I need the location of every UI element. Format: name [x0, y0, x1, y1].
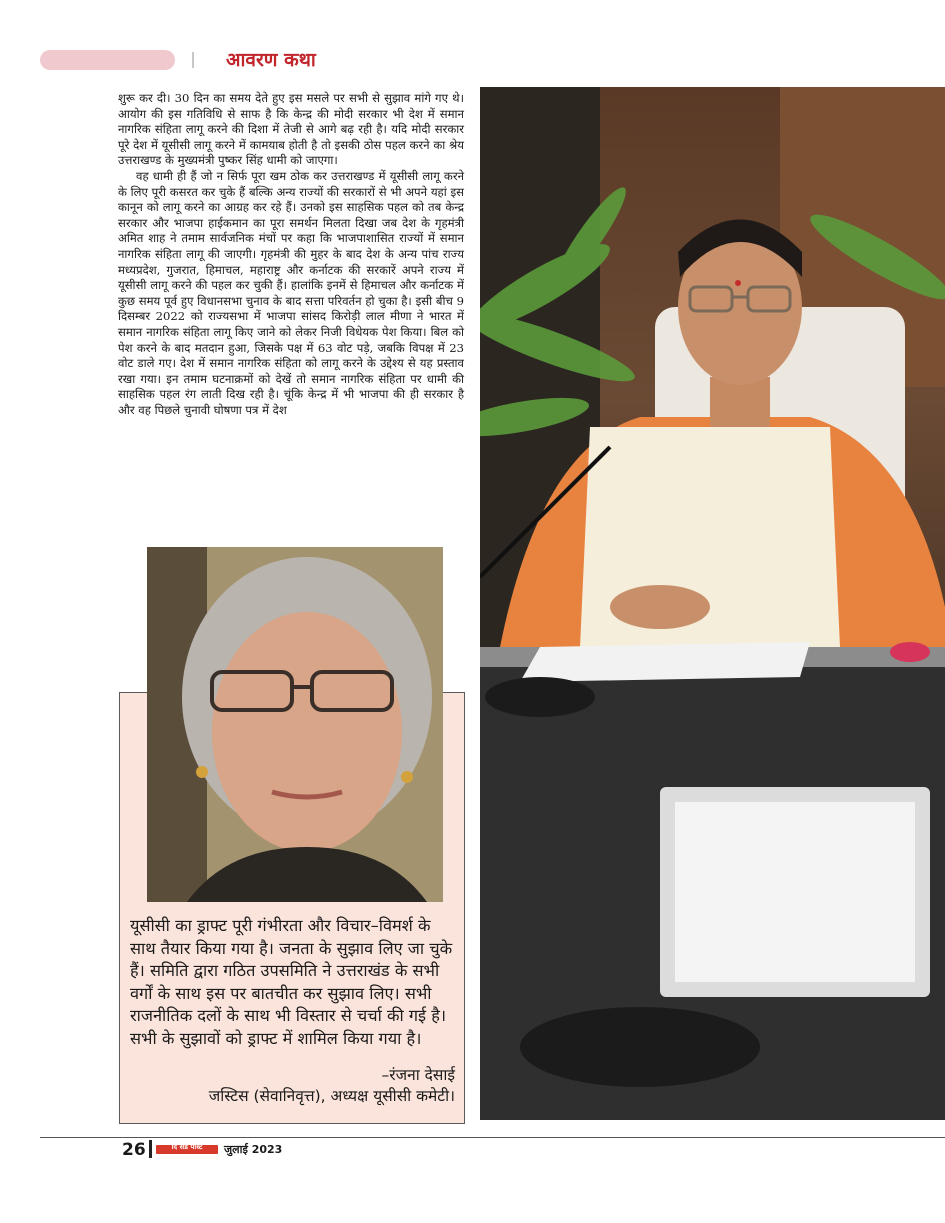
quote-portrait-photo: [147, 547, 443, 902]
magazine-logo: [156, 1145, 218, 1154]
quote-author-role: जस्टिस (सेवानिवृत्त), अध्यक्ष यूसीसी कमेटी।: [208, 1087, 455, 1105]
magazine-logo-text: दि संडे पोस्ट: [171, 1143, 203, 1151]
cm-meeting-photo: [480, 87, 945, 1120]
article-paragraph-2: वह धामी ही हैं जो न सिर्फ पूरा खम ठोक कर उत्तराखण्ड में यूसीसी लागू करने के लिए पूरी कसरत कर चुके हैं बल्कि अन्य राज्यों की सरकारों से भी अपने यहां इस कानून को लागू करने का आग्रह कर रहे हैं। उनको इस साहसिक पहल को तब केन्द्र सरकार और भाजपा हाईकमान का पूरा समर्थन मिलता दिखा जब देश के गृहमंत्री अमित शाह ने तमाम सार्वजनिक मंचों पर कहा कि भाजपाशासित राज्यों में समान नागरिक संहिता लागू की जाएगी। गृहमंत्री की मुहर के बाद देश के अन्य पांच राज्य मध्यप्रदेश, गुजरात, हिमाचल, महाराष्ट्र और कर्नाटक की सरकारें अपने राज्य में यूसीसी लागू करने की पहल कर चुकी हैं। हालांकि इनमें से हिमाचल और कर्नाटक में कुछ समय पूर्व हुए विधानसभा चुनाव के बाद सत्ता परिवर्तन हो चुका है। इसी बीच 9 दिसम्बर 2022 को राज्यसभा में भाजपा सांसद किरोड़ी लाल मीणा ने भारत में समान नागरिक संहिता लागू किए जाने को लेकर निजी विधेयक पेश किया। बिल को पेश करने के बाद मतदान हुआ, जिसके पक्ष में 63 वोट पड़े, जबकि विपक्ष में 23 वोट डाले गए। देश में समान नागरिक संहिता को लागू करने के उद्देश्य से यह प्रस्ताव रखा गया। इन तमाम घटनाक्रमों को देखें तो समान नागरिक संहिता पर धामी की साहसिक पहल रंग लाती दिख रही है। चूंकि केन्द्र में भी भाजपा की ही सरकार है और वह पिछले चुनावी घोषणा पत्र में देश: [118, 168, 464, 417]
quote-text: यूसीसी का ड्राफ्ट पूरी गंभीरता और विचार–विमर्श के साथ तैयार किया गया है। जनता के सुझाव लिए जा चुके हैं। समिति द्वारा गठित उपसमिति ने उत्तराखंड के सभी वर्गों के साथ इस पर बातचीत कर सुझाव लिए। सभी राजनीतिक दलों के साथ भी विस्तार से चर्चा की गई है। सभी के सुझावों को ड्राफ्ट में शामिल किया गया है।: [130, 916, 453, 1048]
quote-author: –रंजना देसाई: [381, 1066, 455, 1084]
page-number: 26: [122, 1140, 146, 1160]
section-tab-pill: [40, 50, 175, 70]
footer-divider: [40, 1137, 945, 1138]
cm-meeting-illustration: [480, 87, 945, 1120]
footer-separator: [149, 1140, 152, 1158]
header-divider: [192, 52, 194, 68]
article-body: [118, 91, 464, 418]
issue-date: जुलाई 2023: [224, 1143, 283, 1156]
portrait-illustration: [147, 547, 443, 902]
section-title: आवरण कथा: [226, 49, 316, 71]
article-paragraph-1: शुरू कर दी। 30 दिन का समय देते हुए इस मसले पर सभी से सुझाव मांगे गए थे। आयोग की इस गतिविधि से साफ है कि केन्द्र की मोदी सरकार भी देश में समान नागरिक संहिता लागू करने की दिशा में तेजी से आगे बढ़ रही है। यदि मोदी सरकार पूरे देश में यूसीसी लागू करने में कामयाब होती है तो इसकी ठोस पहल करने का श्रेय उत्तराखण्ड के मुख्यमंत्री पुष्कर सिंह धामी को जाएगा।: [118, 91, 464, 168]
